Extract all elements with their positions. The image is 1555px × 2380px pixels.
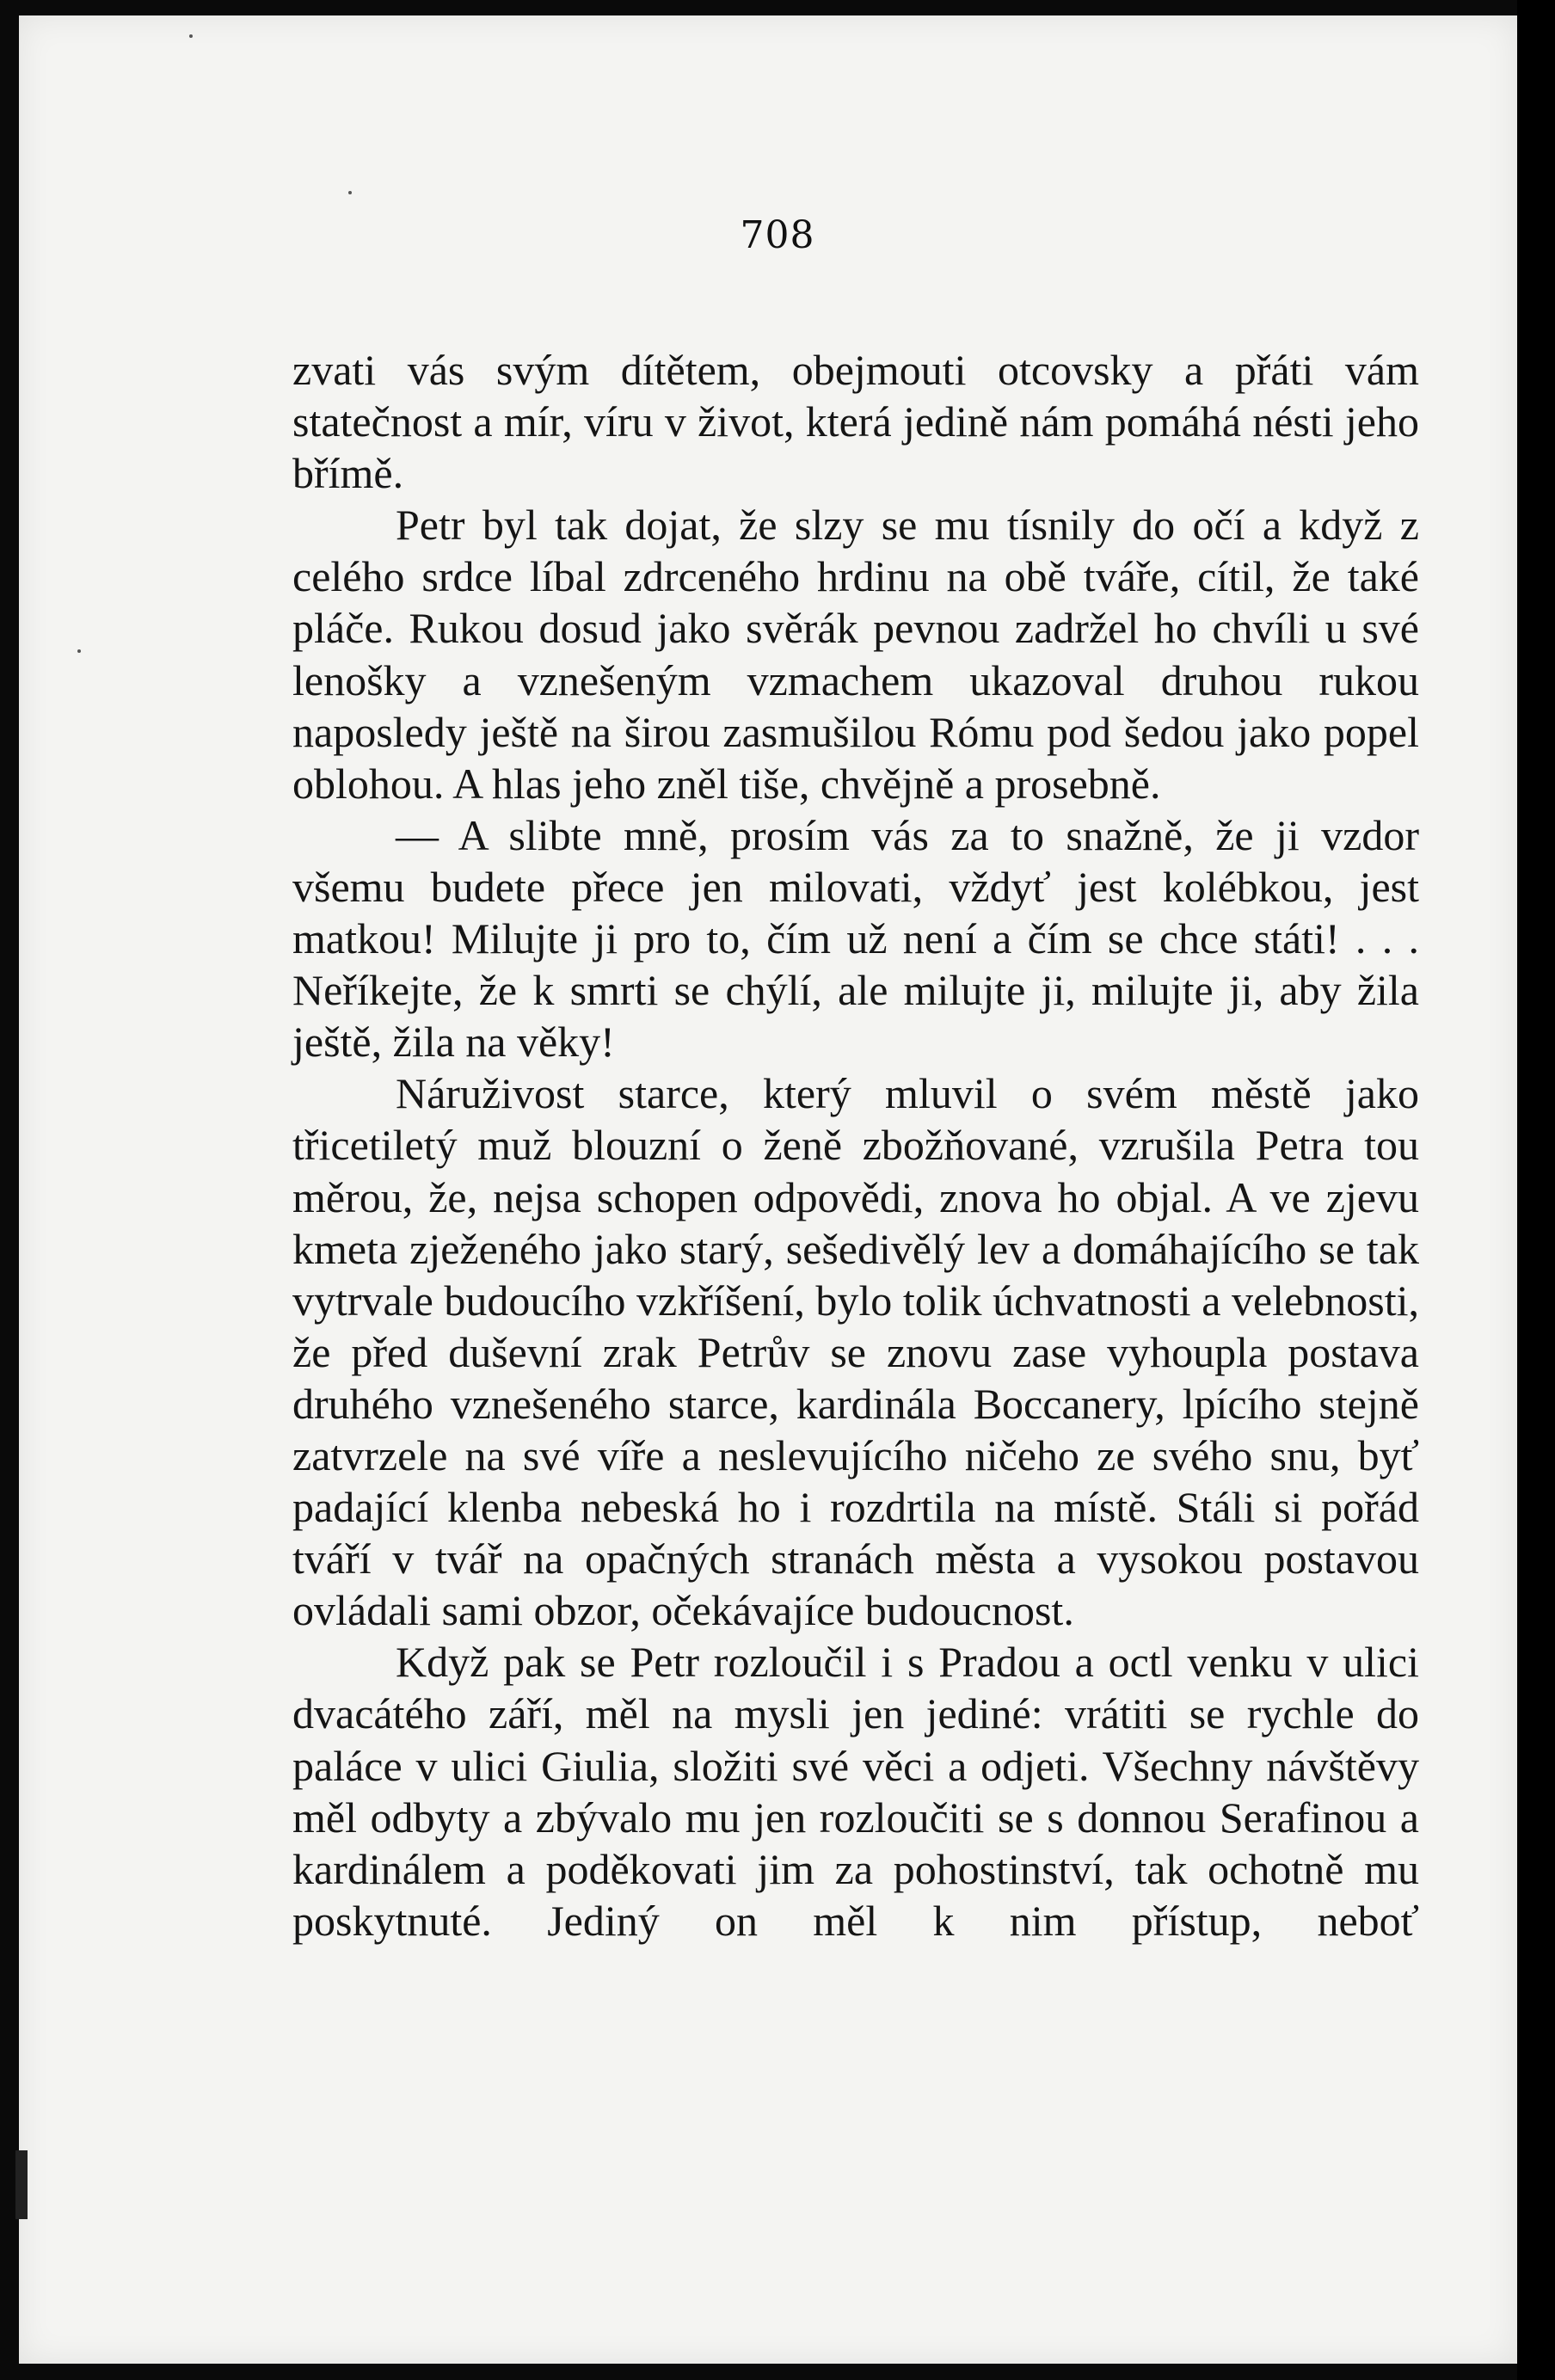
- scan-speck: [189, 34, 193, 38]
- scan-speck: [348, 191, 352, 194]
- scan-border: [1517, 0, 1555, 2380]
- body-text: [292, 344, 1419, 1946]
- paragraph: — A slibte mně, prosím vás za to snažně, že ji vzdor všemu budete přece jen milovati, vždyť jest kolébkou, jest matkou! Milujte ji pro to, čím už není a čím se chce státi! . . . Neříkejte, že k smrti se chýlí, ale milujte ji, milujte ji, aby žila ještě, žila na věky!: [292, 810, 1419, 1067]
- scan-speck: [77, 649, 81, 653]
- paragraph: Když pak se Petr rozloučil i s Pradou a octl venku v ulici dvacátého září, měl na mysli jen jediné: vrátiti se rychle do paláce v ulici Giulia, složiti své věci a odjeti. Všechny návštěvy měl odbyty a zbývalo mu jen rozloučiti se s donnou Serafinou a kardinálem a poděkovati jim za pohostinství, tak ochotně mu poskytnuté. Jediný on měl k nim přístup, neboť: [292, 1638, 1419, 1945]
- paragraph: Náruživost starce, který mluvil o svém městě jako třicetiletý muž blouzní o ženě zbožňované, vzrušila Petra tou měrou, že, nejsa schopen odpovědi, znova ho objal. A ve zjevu kmeta zježeného jako starý, sešedivělý lev a domáhajícího se tak vytrvale budoucího vzkříšení, bylo tolik úchvatnosti a velebnosti, že před duševní zrak Petrův se znovu zase vyhoupla postava druhého vznešeného starce, kardinála Boccanery, lpícího stejně zatvrzele na své víře a neslevujícího ničeho ze svého snu, byť padající klenba nebeská ho i rozdrtila na místě. Stáli si pořád tváří v tvář na opačných stranách města a vysokou postavou ovládali sami obzor, očekávajíce budoucnost.: [292, 1069, 1419, 1635]
- scan-mark: [15, 2150, 28, 2219]
- paragraph: zvati vás svým dítětem, obejmouti otcovsky a přáti vám statečnost a mír, víru v život, která jedině nám pomáhá nésti jeho břímě.: [292, 346, 1419, 498]
- paragraph: Petr byl tak dojat, že slzy se mu tísnily do očí a když z celého srdce líbal zdrceného hrdinu na obě tváře, cítil, že také pláče. Rukou dosud jako svěrák pevnou zadržel ho chvíli u své lenošky a vznešeným vzmachem ukazoval druhou rukou naposledy ještě na širou zasmušilou Rómu pod šedou jako popel oblohou. A hlas jeho zněl tiše, chvějně a prosebně.: [292, 501, 1419, 808]
- page-number: 708: [740, 213, 815, 257]
